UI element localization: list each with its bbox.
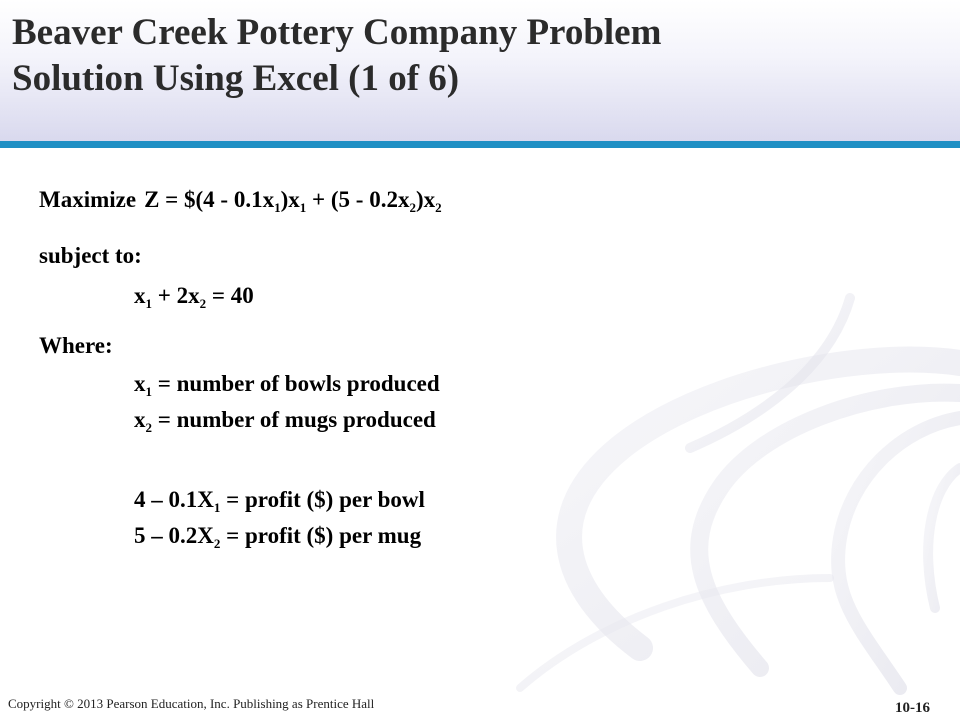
subscript: 2 (199, 296, 207, 311)
objective-text: )x (415, 187, 436, 212)
definition-text: = number of bowls produced (152, 371, 440, 396)
subscript: 1 (274, 200, 281, 215)
variable-definition-x2 (134, 406, 436, 434)
definition-text: = number of mugs produced (152, 407, 436, 432)
subscript: 1 (213, 500, 221, 515)
constraints-label: subject to: (39, 243, 142, 268)
title-line-2: Solution Using Excel (1 of 6) (12, 58, 460, 99)
subscript: 1 (145, 296, 152, 311)
constraint-text: x (134, 283, 146, 308)
profit-definition-mug (134, 522, 421, 550)
subscript: 1 (299, 200, 307, 215)
subscript: 2 (435, 200, 442, 215)
where-label: Where: (39, 333, 113, 358)
profit-definition-bowl (134, 486, 425, 514)
subscript: 2 (213, 536, 221, 551)
constraint-text: + 2x (152, 283, 200, 308)
subscript: 2 (409, 200, 416, 215)
definition-text: x (134, 371, 146, 396)
subscript: 2 (145, 420, 152, 435)
objective-text: + (5 - 0.2x (306, 187, 410, 212)
profit-text: 4 – 0.1X (134, 487, 214, 512)
title-line-1: Beaver Creek Pottery Company Problem (12, 12, 662, 53)
constraint-text: = 40 (206, 283, 254, 308)
variable-definition-x1 (134, 370, 440, 398)
constraint-equation (134, 282, 254, 310)
objective-function (39, 186, 442, 214)
subscript: 1 (145, 384, 152, 399)
profit-text: = profit ($) per mug (220, 523, 422, 548)
objective-label: Maximize (39, 187, 137, 212)
page-title (12, 10, 661, 102)
definition-text: x (134, 407, 146, 432)
objective-text: Z = $(4 - 0.1x (144, 187, 275, 212)
objective-text: )x (280, 187, 300, 212)
slide-number: 10-16 (895, 700, 930, 716)
profit-text: 5 – 0.2X (134, 523, 214, 548)
accent-rule (0, 141, 960, 148)
copyright-notice: Copyright © 2013 Pearson Education, Inc. Publishing as Prentice Hall (8, 696, 375, 711)
profit-text: = profit ($) per bowl (220, 487, 425, 512)
